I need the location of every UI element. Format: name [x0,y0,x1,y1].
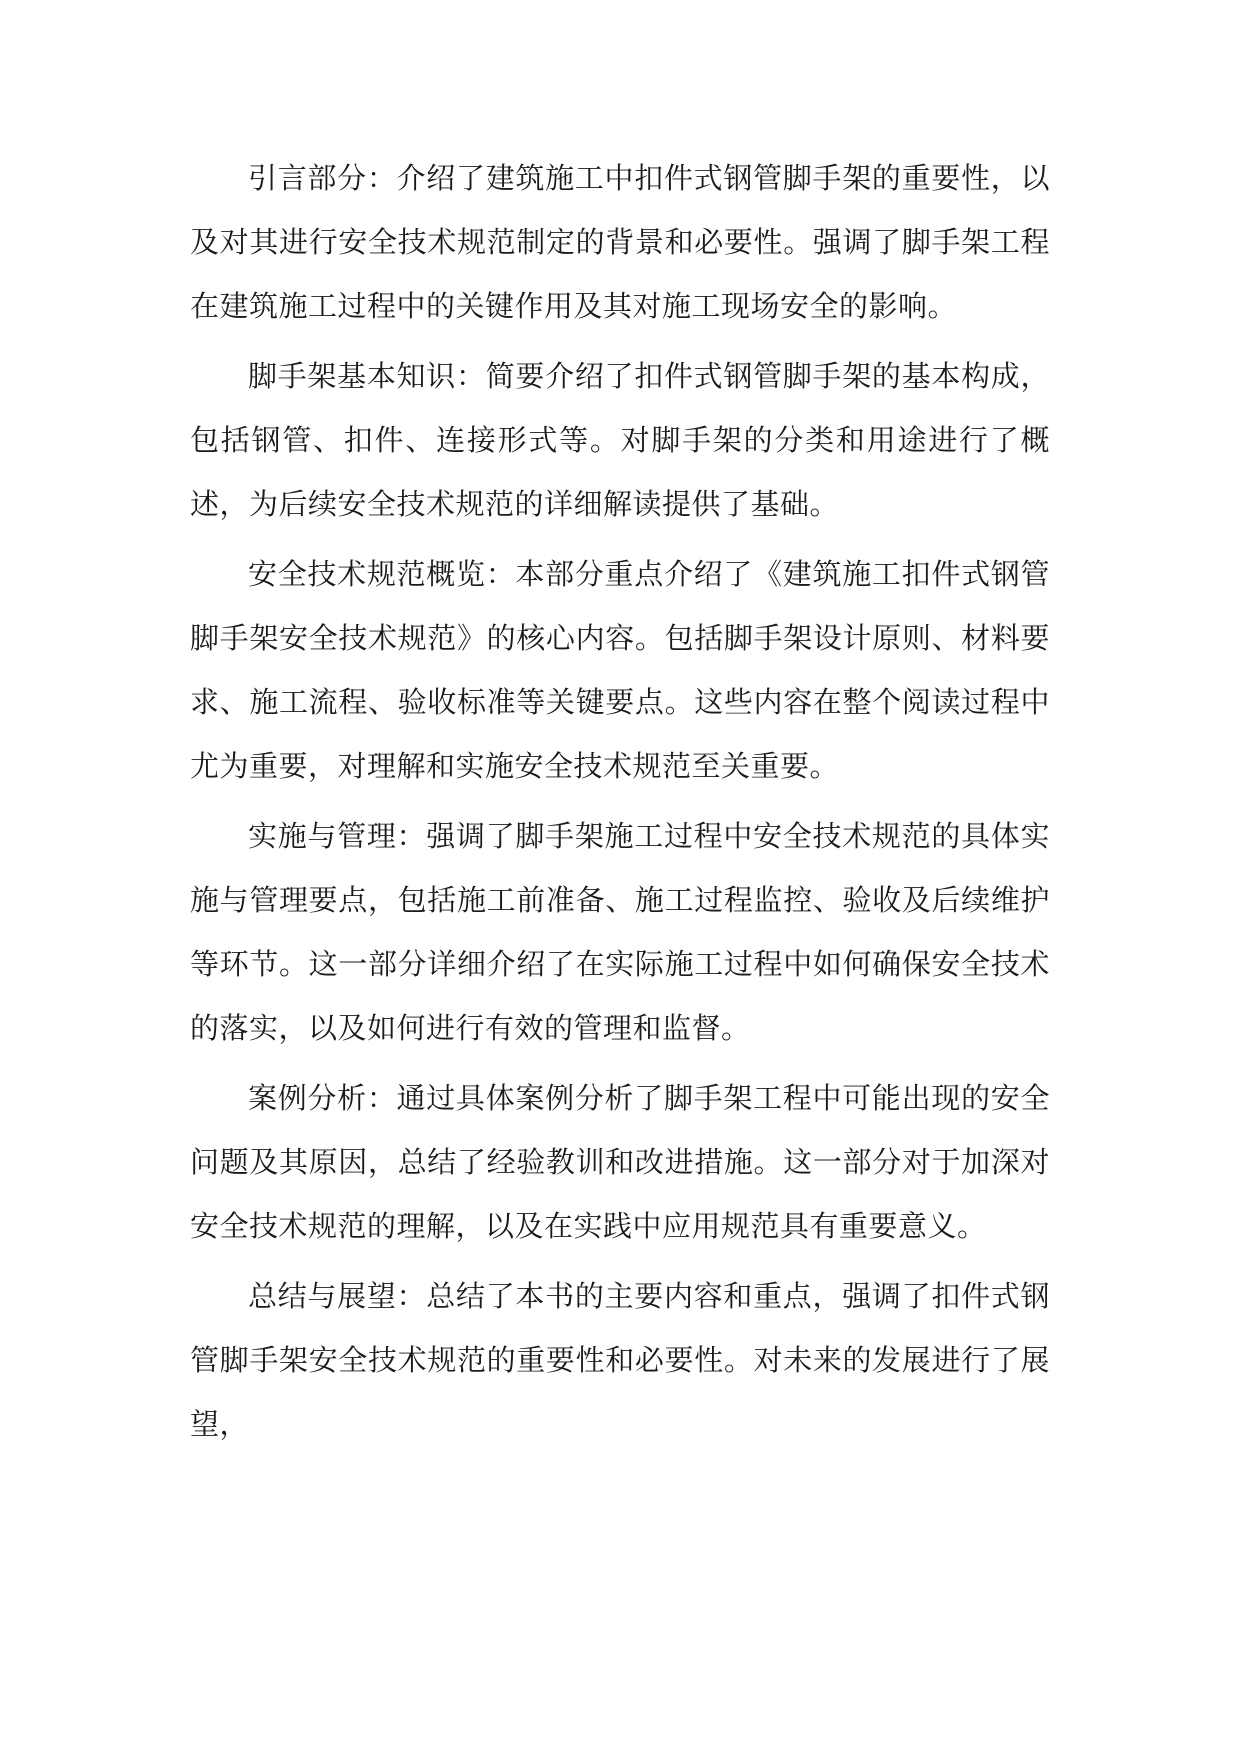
document-body [190,146,1050,1462]
paragraph-summary-outlook: 总结与展望：总结了本书的主要内容和重点，强调了扣件式钢管脚手架安全技术规范的重要性和必要性。对未来的发展进行了展望， [190,1279,1050,1441]
paragraph-spec-overview: 安全技术规范概览：本部分重点介绍了《建筑施工扣件式钢管脚手架安全技术规范》的核心内容。包括脚手架设计原则、材料要求、施工流程、验收标准等关键要点。这些内容在整个阅读过程中尤为重要，对理解和实施安全技术规范至关重要。 [190,557,1050,783]
paragraph-case-analysis: 案例分析：通过具体案例分析了脚手架工程中可能出现的安全问题及其原因，总结了经验教训和改进措施。这一部分对于加深对安全技术规范的理解，以及在实践中应用规范具有重要意义。 [190,1081,1050,1243]
paragraph-introduction: 引言部分：介绍了建筑施工中扣件式钢管脚手架的重要性，以及对其进行安全技术规范制定的背景和必要性。强调了脚手架工程在建筑施工过程中的关键作用及其对施工现场安全的影响。 [190,161,1050,323]
paragraph-scaffold-basics: 脚手架基本知识：简要介绍了扣件式钢管脚手架的基本构成，包括钢管、扣件、连接形式等。对脚手架的分类和用途进行了概述，为后续安全技术规范的详细解读提供了基础。 [190,359,1050,521]
paragraph-implementation-management: 实施与管理：强调了脚手架施工过程中安全技术规范的具体实施与管理要点，包括施工前准备、施工过程监控、验收及后续维护等环节。这一部分详细介绍了在实际施工过程中如何确保安全技术的落实，以及如何进行有效的管理和监督。 [190,819,1050,1045]
